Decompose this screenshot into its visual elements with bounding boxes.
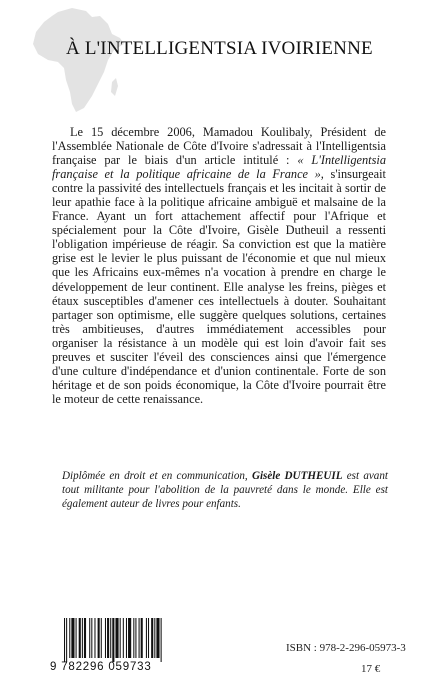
isbn: ISBN : 978-2-296-05973-3 bbox=[286, 642, 406, 654]
barcode-bar bbox=[84, 618, 86, 658]
barcode-bar bbox=[148, 618, 149, 658]
barcode-bar bbox=[141, 618, 143, 658]
barcode-bar bbox=[154, 618, 155, 658]
summary-paragraph bbox=[52, 125, 386, 406]
barcode-bar bbox=[69, 618, 70, 658]
barcode-bar bbox=[89, 618, 90, 658]
author-bio bbox=[62, 469, 388, 511]
barcode-bar bbox=[98, 618, 100, 658]
barcode-bar bbox=[76, 618, 77, 658]
barcode-bar bbox=[107, 618, 109, 658]
barcode-bar bbox=[128, 618, 131, 658]
barcode-bar bbox=[133, 618, 134, 658]
bio-text-part-1: Diplômée en droit et en communication, bbox=[62, 470, 252, 482]
barcode-bar bbox=[120, 618, 121, 658]
barcode-bar bbox=[115, 618, 118, 658]
barcode-bar bbox=[91, 618, 92, 658]
barcode-bar bbox=[64, 618, 65, 662]
summary-text-part-2: s'insurgeait contre la passivité des intellectuels français et les incitait à sortir de leur apathie face à la politique africaine ambiguë et malsaine de la France. Ayant un fort attachement affectif pour l'Afrique et spécialement pour la Côte d'Ivoire, Gisèle Dutheuil a ressenti l'obligation impérieuse de réagir. Sa conviction est que la matière grise est le levier le plus puissant de l'économie et que nul mieux que les Africains eux-mêmes n'a vocation à prendre en charge le développement de leur continent. Elle analyse les freins, pièges et étaux susceptibles d'amener ces intellectuels à douter. Souhaitant partager son optimisme, elle suggère quelques solutions, certaines très ambitieuses, d'autres immédiatement accessibles pour organiser la résistance à un modèle qui est loin d'avoir fait ses preuves et susciter l'éveil des consciences ainsi que l'émergence d'une culture d'indépendance et d'union continentale. Forte de son héritage et de son poids économique, la Côte d'Ivoire pourrait être le moteur de cette renaissance. bbox=[52, 167, 386, 406]
back-cover-summary bbox=[52, 125, 386, 406]
barcode-bar bbox=[139, 618, 140, 658]
barcode-bar bbox=[79, 618, 81, 658]
barcode-bar bbox=[161, 618, 162, 662]
barcode-bar bbox=[82, 618, 83, 658]
africa-map-icon bbox=[28, 4, 128, 116]
barcode-bar bbox=[66, 618, 67, 662]
barcode-bar bbox=[146, 618, 147, 658]
barcode-bar bbox=[135, 618, 136, 658]
price: 17 € bbox=[361, 663, 381, 675]
barcode-bar bbox=[151, 618, 153, 658]
barcode-bar bbox=[112, 618, 114, 662]
barcode-bar bbox=[105, 618, 106, 658]
author-name: Gisèle DUTHEUIL bbox=[251, 470, 343, 482]
bio-text-part-2: est avant tout militante pour l'abolition de la pauvreté dans le monde. Elle est également auteur de livres pour enfants. bbox=[62, 470, 388, 510]
summary-text-part-1: Le 15 décembre 2006, Mamadou Koulibaly, Président de l'Assemblée Nationale de Côte d'Ivoire s'adressait à l'Intelligentsia française par le biais d'un article intitulé : bbox=[52, 125, 386, 168]
barcode-bar bbox=[123, 618, 124, 658]
book-title: À L'INTELLIGENTSIA IVOIRIENNE bbox=[66, 38, 373, 59]
barcode-bar bbox=[101, 618, 102, 658]
barcode-bar bbox=[126, 618, 127, 658]
barcode-bar bbox=[71, 618, 74, 658]
barcode-bar bbox=[156, 618, 159, 658]
article-title: « L'Intelligentsia française et la politique africaine de la France », bbox=[52, 153, 386, 182]
barcode-bar bbox=[94, 618, 95, 658]
barcode-bar bbox=[110, 618, 111, 658]
barcode-number: 9 782296 059733 bbox=[50, 661, 152, 673]
